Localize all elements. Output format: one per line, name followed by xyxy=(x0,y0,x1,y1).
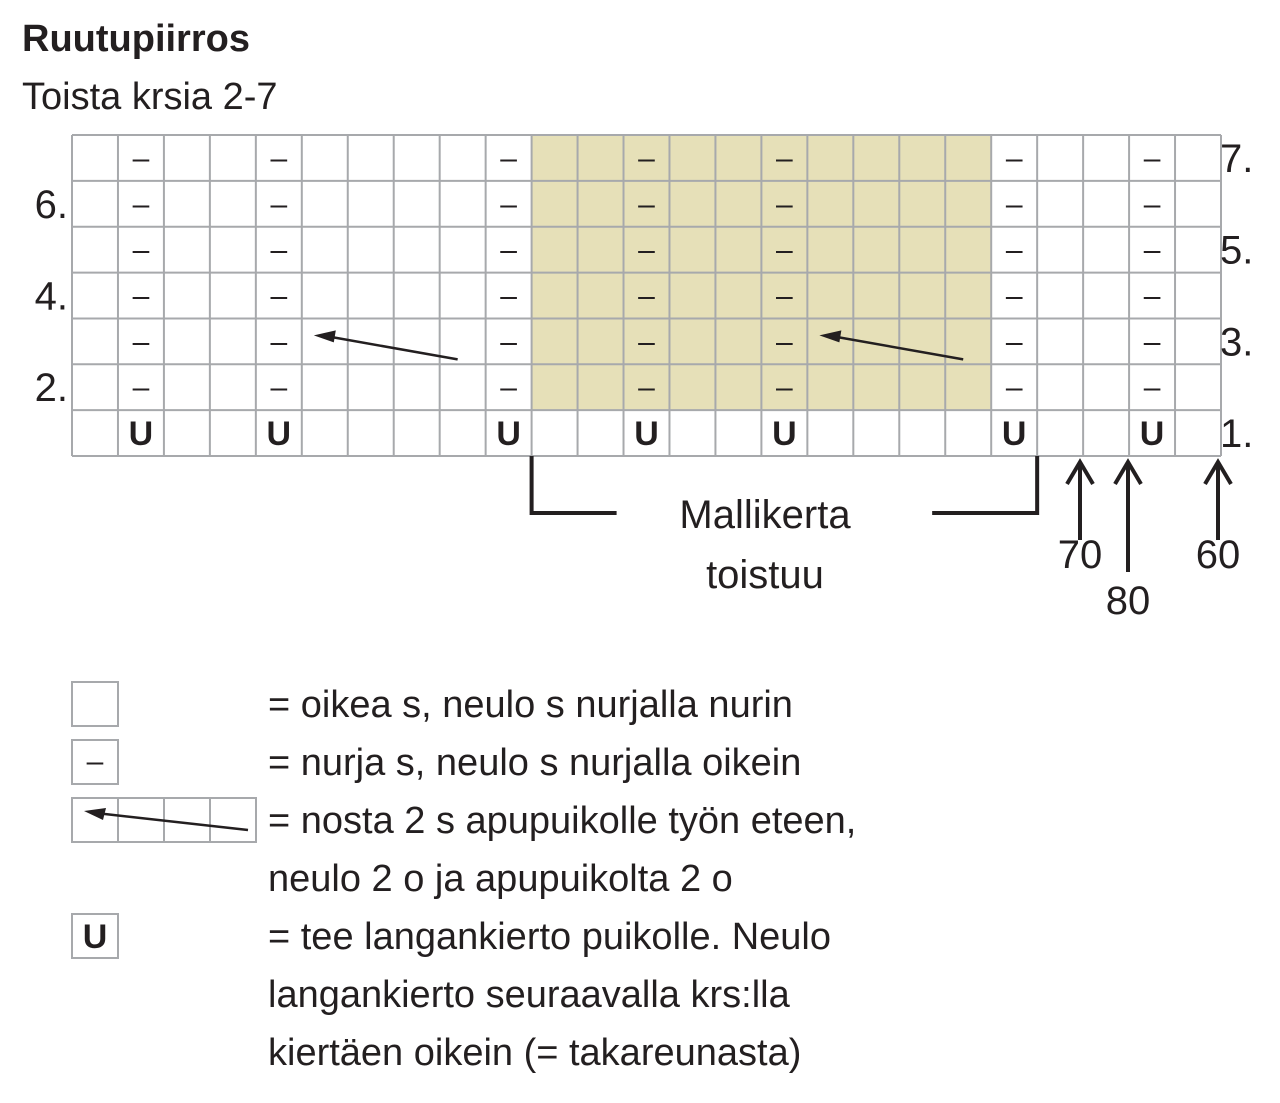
purl-stitch-symbol: – xyxy=(1143,233,1161,267)
purl-stitch-symbol: – xyxy=(270,233,288,267)
row-label-right: 7. xyxy=(1220,136,1254,181)
purl-stitch-symbol: – xyxy=(638,325,655,359)
purl-stitch-symbol: – xyxy=(500,187,517,221)
yarn-over-symbol: U xyxy=(266,415,292,454)
row-label-left: 4. xyxy=(34,274,68,319)
legend-symbol-blank xyxy=(72,682,118,726)
purl-stitch-symbol: – xyxy=(270,187,288,221)
purl-stitch-symbol: – xyxy=(132,141,150,175)
size-markers xyxy=(1058,462,1241,623)
size-marker xyxy=(1196,462,1241,577)
purl-stitch-symbol: – xyxy=(776,325,793,359)
purl-stitch-symbol: – xyxy=(132,279,150,313)
purl-stitch-symbol: – xyxy=(270,325,288,359)
svg-text:U: U xyxy=(82,918,108,956)
purl-stitch-symbol: – xyxy=(1143,141,1161,175)
purl-stitch-symbol: – xyxy=(1005,187,1023,221)
legend-text: = tee langankierto puikolle. Neulo xyxy=(268,916,831,958)
yarn-over-symbol: U xyxy=(772,415,797,454)
size-marker-label: 80 xyxy=(1105,579,1151,623)
purl-stitch-symbol: – xyxy=(1005,371,1023,405)
purl-stitch-symbol: – xyxy=(638,187,655,221)
legend-symbols xyxy=(72,682,256,958)
svg-text:–: – xyxy=(86,745,104,778)
legend-text: = nurja s, neulo s nurjalla oikein xyxy=(268,742,802,784)
chart-subtitle: Toista krsia 2-7 xyxy=(22,76,278,118)
repeat-label-line2: toistuu xyxy=(706,553,824,597)
repeat-bracket xyxy=(532,456,1038,597)
purl-stitch-symbol: – xyxy=(638,141,655,175)
purl-stitch-symbol: – xyxy=(500,141,517,175)
row-label-left: 6. xyxy=(34,182,68,227)
purl-stitch-symbol: – xyxy=(638,233,655,267)
legend-text: langankierto seuraavalla krs:lla xyxy=(268,974,790,1016)
row-label-left: 2. xyxy=(34,366,68,411)
purl-stitch-symbol: – xyxy=(132,371,150,405)
purl-stitch-symbol: – xyxy=(500,233,517,267)
purl-stitch-symbol: – xyxy=(1143,325,1161,359)
row-label-right: 5. xyxy=(1220,228,1254,273)
yarn-over-symbol: U xyxy=(634,415,659,454)
purl-stitch-symbol: – xyxy=(132,187,150,221)
purl-stitch-symbol: – xyxy=(1005,233,1023,267)
row-label-right: 3. xyxy=(1220,320,1254,365)
size-marker-label: 60 xyxy=(1195,533,1241,577)
purl-stitch-symbol: – xyxy=(776,279,793,313)
purl-stitch-symbol: – xyxy=(1005,279,1023,313)
purl-stitch-symbol: – xyxy=(1143,371,1161,405)
purl-stitch-symbol: – xyxy=(132,325,150,359)
purl-stitch-symbol: – xyxy=(1005,325,1023,359)
purl-stitch-symbol: – xyxy=(270,141,288,175)
purl-stitch-symbol: – xyxy=(1143,279,1161,313)
purl-stitch-symbol: – xyxy=(132,233,150,267)
size-marker-label: 70 xyxy=(1057,533,1103,577)
repeat-label-line1: Mallikerta xyxy=(679,493,851,537)
size-marker xyxy=(1058,462,1103,577)
purl-stitch-symbol: – xyxy=(776,141,793,175)
purl-stitch-symbol: – xyxy=(500,279,517,313)
purl-stitch-symbol: – xyxy=(270,279,288,313)
chart-title: Ruutupiirros xyxy=(22,18,250,60)
legend-symbol-yo xyxy=(72,914,118,958)
purl-stitch-symbol: – xyxy=(776,187,793,221)
repeat-bracket-left xyxy=(532,456,617,513)
purl-stitch-symbol: – xyxy=(1143,187,1161,221)
purl-stitch-symbol: – xyxy=(776,233,793,267)
yarn-over-symbol: U xyxy=(1139,415,1165,454)
legend-text: kiertäen oikein (= takareunasta) xyxy=(268,1032,802,1074)
purl-stitch-symbol: – xyxy=(500,371,517,405)
legend-text: neulo 2 o ja apupuikolta 2 o xyxy=(268,858,733,900)
yarn-over-symbol: U xyxy=(496,415,521,454)
purl-stitch-symbol: – xyxy=(1005,141,1023,175)
purl-stitch-symbol: – xyxy=(500,325,517,359)
row-label-right: 1. xyxy=(1220,412,1254,457)
purl-stitch-symbol: – xyxy=(270,371,288,405)
legend-text: = oikea s, neulo s nurjalla nurin xyxy=(268,684,793,726)
repeat-bracket-right xyxy=(932,456,1037,513)
legend-symbol-cable xyxy=(72,798,256,842)
yarn-over-symbol: U xyxy=(1001,415,1027,454)
legend-text: = nosta 2 s apupuikolle työn eteen, xyxy=(268,800,857,842)
purl-stitch-symbol: – xyxy=(638,279,655,313)
purl-stitch-symbol: – xyxy=(638,371,655,405)
cable-arrow xyxy=(314,330,458,359)
yarn-over-symbol: U xyxy=(128,415,154,454)
size-marker xyxy=(1106,462,1151,623)
purl-stitch-symbol: – xyxy=(776,371,793,405)
legend-symbol-purl xyxy=(72,740,118,784)
